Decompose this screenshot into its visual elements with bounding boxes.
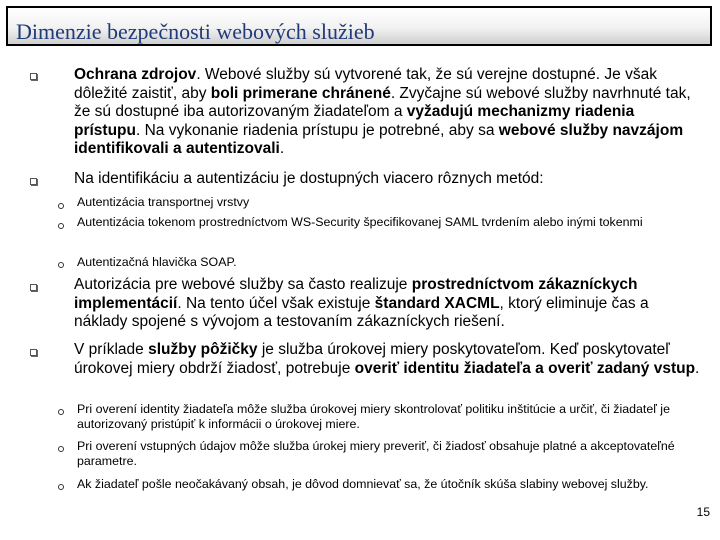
square-bullet-icon — [30, 284, 37, 291]
square-bullet-icon — [30, 349, 37, 356]
circle-bullet-icon — [58, 262, 64, 268]
square-bullet-icon — [30, 73, 37, 80]
bullet-1-seg-3: boli primerane chránené — [210, 84, 391, 102]
circle-bullet-icon — [58, 409, 64, 415]
slide-title-bar — [6, 6, 712, 46]
circle-bullet-icon — [58, 223, 64, 229]
bullet-3-seg-1: Autorizácia pre webové služby sa často realizuje — [74, 276, 412, 293]
circle-bullet-icon — [58, 484, 64, 490]
bullet-4-seg-4: overiť identitu žiadateľa a overiť zadaný vstup — [354, 359, 696, 377]
bullet-1-seg-6: . Na vykonanie riadenia prístupu je potrebné, aby sa — [136, 121, 499, 139]
bullet-2-text — [74, 170, 700, 189]
page-number: 15 — [696, 505, 710, 519]
bullet-1-seg-1: Ochrana zdrojov — [74, 66, 197, 83]
square-bullet-icon — [30, 178, 37, 185]
sub-bullet-2-1: Autentizácia transportnej vrstvy — [77, 195, 250, 209]
bullet-3-text — [74, 276, 700, 332]
bullet-1-seg-4: . Zvyčajne sú webové služby navrhnuté tak, že sú dostupné iba autorizovaným žiadateľom a — [74, 84, 691, 121]
sub-bullet-4-1: Pri overení identity žiadateľa môže služba úrokovej miery skontrolovať politiku inštitúcie a určiť, či žiadateľ je autorizovaný pristúpiť k informácii o úrokovej miere. — [77, 402, 670, 432]
bullet-1-seg-8: . — [279, 140, 285, 158]
sub-bullet-4-3: Ak žiadateľ pošle neočakávaný obsah, je dôvod domnievať sa, že útočník skúša slabiny webovej služby. — [77, 477, 649, 491]
circle-bullet-icon — [58, 446, 64, 452]
circle-bullet-icon — [58, 203, 64, 209]
bullet-4-text — [74, 341, 700, 378]
bullet-1-seg-5: vyžadujú mechanizmy riadenia prístupu — [74, 103, 635, 139]
bullet-3-seg-4: štandard XACML — [374, 294, 500, 312]
bullet-1-text — [74, 66, 700, 159]
bullet-4-seg-2: služby pôžičky — [148, 341, 258, 358]
sub-bullet-2-2: Autentizácia tokenom prostredníctvom WS-Security špecifikovanej SAML tvrdením alebo inými tokenmi — [77, 215, 643, 229]
bullet-3-seg-2: prostredníctvom zákazníckych implementácií — [74, 276, 638, 312]
bullet-4-seg-5: . — [695, 359, 700, 377]
bullet-3-seg-3: . Na tento účel však existuje — [177, 294, 375, 312]
bullet-1-seg-2: . Webové služby sú vytvorené tak, že sú verejne dostupné. Je však dôležité zaistiť, aby — [74, 66, 657, 102]
bullet-3-seg-5: , ktorý eliminuje čas a náklady spojené s vývojom a testovaním zákazníckych riešení. — [74, 294, 649, 331]
bullet-2-seg-1: Na identifikáciu a autentizáciu je dostupných viacero rôznych metód: — [74, 170, 544, 187]
sub-bullet-2-3: Autentizačná hlavička SOAP. — [77, 255, 237, 269]
slide-title: Dimenzie bezpečnosti webových služieb — [16, 19, 375, 44]
bullet-4-seg-1: V príklade — [74, 341, 149, 358]
sub-bullet-4-2: Pri overení vstupných údajov môže služba úrokej miery preveriť, či žiadosť obsahuje platné a akceptovateľné parametre. — [77, 439, 675, 469]
bullet-1-seg-7: webové služby navzájom identifikovali a autentizovali — [74, 121, 684, 158]
bullet-4-seg-3: je služba úrokovej miery poskytovateľom. Keď poskytovateľ úrokovej miery obdrží žiadosť, potrebuje — [74, 341, 670, 377]
